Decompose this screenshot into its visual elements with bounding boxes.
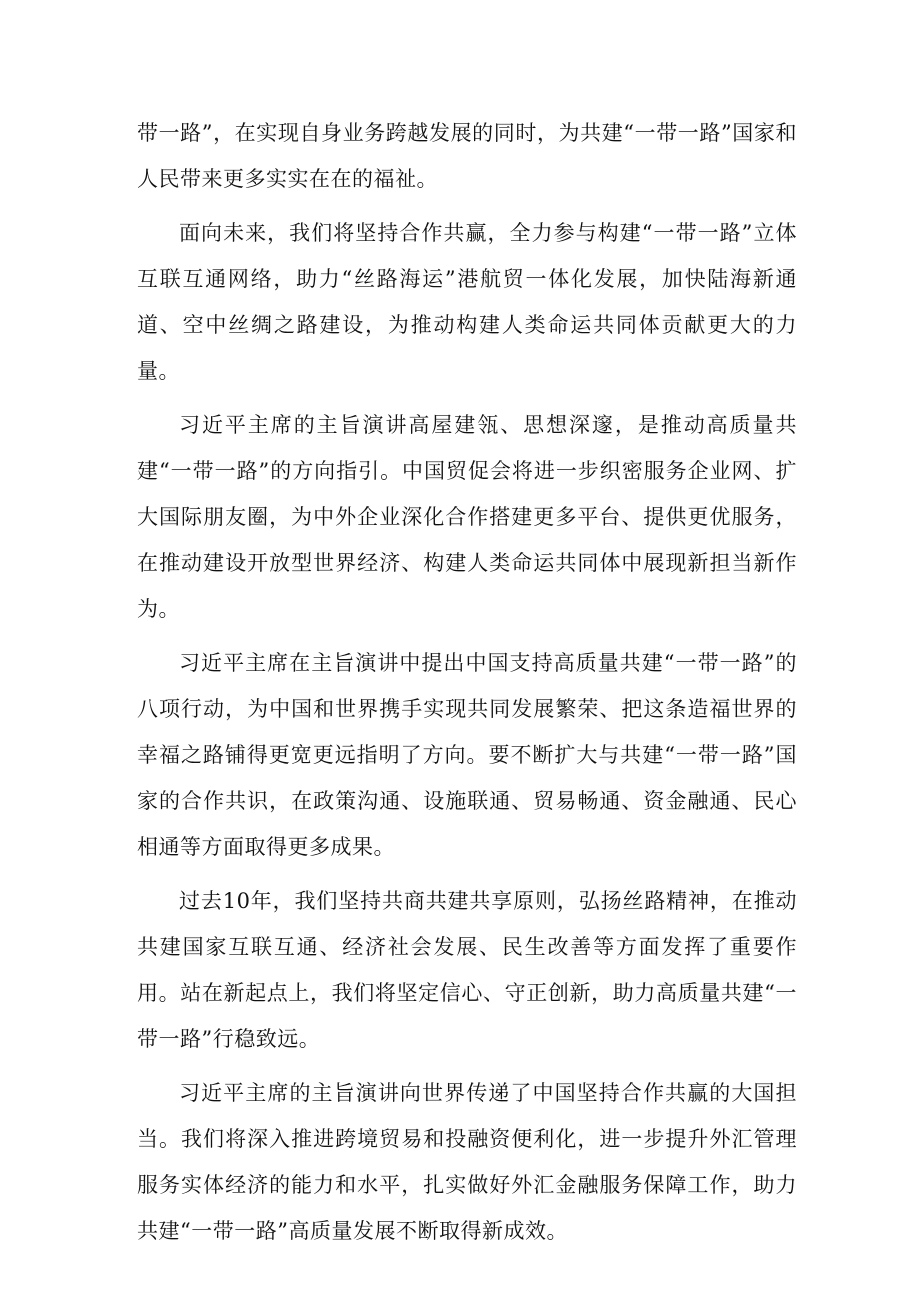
paragraph: 习近平主席在主旨演讲中提出中国支持高质量共建“一带一路”的八项行动，为中国和世界携手实现共同发展繁荣、把这条造福世界的幸福之路铺得更宽更远指明了方向。要不断扩大与共建“一带一路”国家的合作共识，在政策沟通、设施联通、贸易畅通、资金融通、民心相通等方面取得更多成果。 — [137, 651, 797, 859]
paragraph: 过去10年，我们坚持共商共建共享原则，弘扬丝路精神，在推动共建国家互联互通、经济社会发展、民生改善等方面发挥了重要作用。站在新起点上，我们将坚定信心、守正创新，助力高质量共建“一带一路”行稳致远。 — [137, 889, 797, 1051]
document-body — [137, 110, 797, 1262]
paragraph-continued: 带一路”，在实现自身业务跨越发展的同时，为共建“一带一路”国家和人民带来更多实实在在的福祉。 — [137, 121, 797, 191]
paragraph: 面向未来，我们将坚持合作共赢，全力参与构建“一带一路”立体互联互通网络，助力“丝路海运”港航贸一体化发展，加快陆海新通道、空中丝绸之路建设，为推动构建人类命运共同体贡献更大的力量。 — [137, 221, 797, 383]
paragraph: 习近平主席的主旨演讲向世界传递了中国坚持合作共赢的大国担当。我们将深入推进跨境贸易和投融资便利化，进一步提升外汇管理服务实体经济的能力和水平，扎实做好外汇金融服务保障工作，助力共建“一带一路”高质量发展不断取得新成效。 — [137, 1081, 797, 1243]
paragraph: 习近平主席的主旨演讲高屋建瓴、思想深邃，是推动高质量共建“一带一路”的方向指引。中国贸促会将进一步织密服务企业网、扩大国际朋友圈，为中外企业深化合作搭建更多平台、提供更优服务，在推动建设开放型世界经济、构建人类命运共同体中展现新担当新作为。 — [137, 413, 797, 621]
